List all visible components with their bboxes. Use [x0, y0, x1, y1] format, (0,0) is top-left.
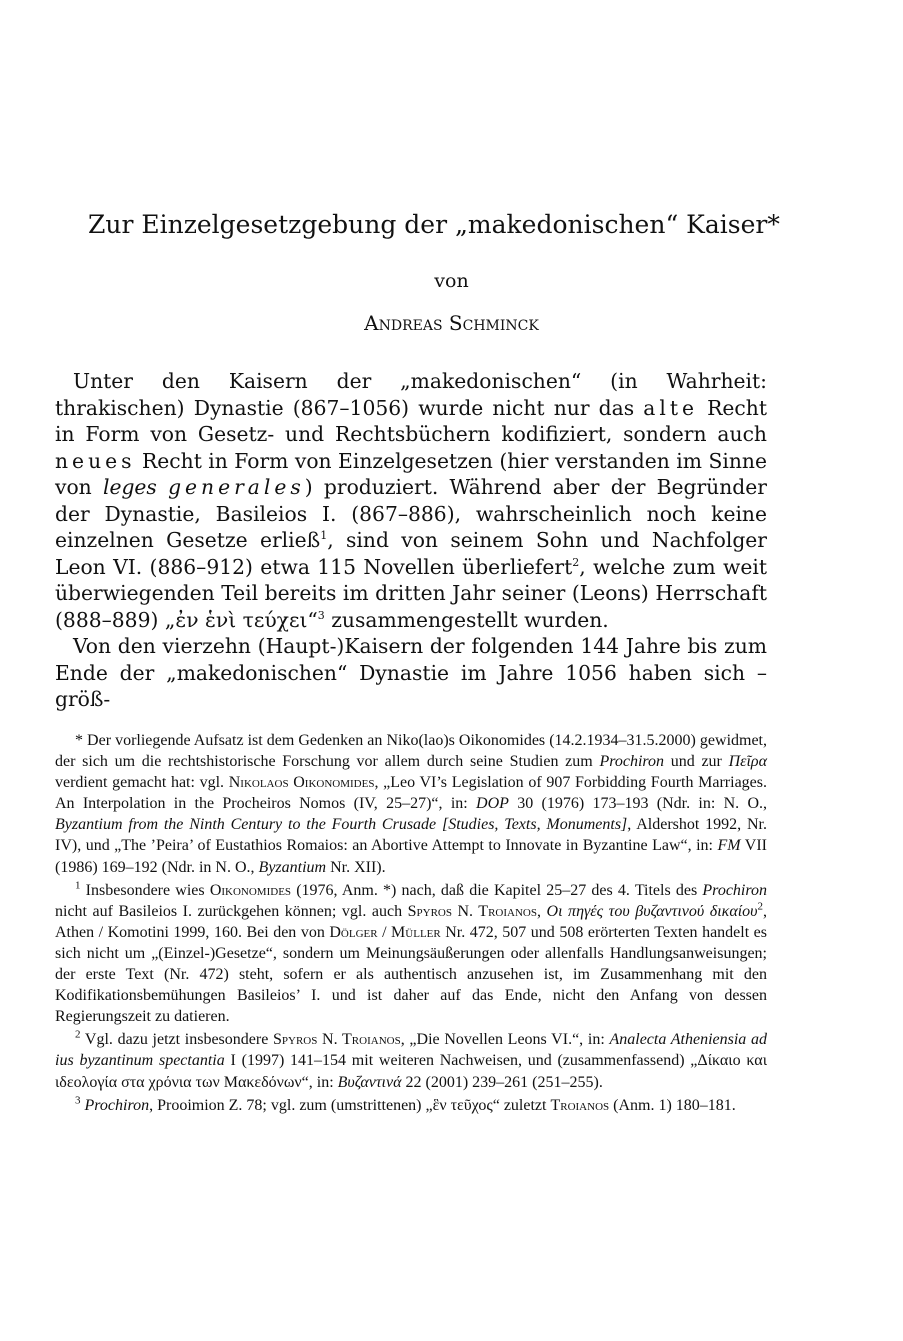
- footnote-number: 2: [75, 1028, 81, 1041]
- text-run: (1976, Anm. *) nach, daß die Kapitel 25–27 des 4. Titels des: [291, 881, 703, 899]
- text-run: Recht in Form von Einzelgesetzen (hier verstanden im Sinne von: [55, 448, 767, 499]
- italic-prochiron: Prochiron: [599, 753, 665, 771]
- text-run: , Athen / Komotini 1999, 160. Bei den von: [55, 902, 768, 941]
- footnotes: [55, 730, 767, 1118]
- text-run: zusammengestellt wurden.: [324, 607, 609, 632]
- text-run: , Aldershot 1992, Nr. IV), und „The ’Peira’ of Eustathios Romaios: an Abortive Attempt to Innovate in Byzantine Law“, in:: [55, 816, 767, 855]
- spaced-word-neues: neues: [55, 448, 136, 473]
- author-smallcaps: Spyros N. Troianos: [407, 902, 537, 920]
- italic-book-title: Byzantium from the Ninth Century to the Fourth Crusade [Studies, Texts, Monuments]: [55, 816, 628, 834]
- text-run: ) produziert. Während aber der Begründer der Dynastie, Basileios I. (867–886), wahrscheinlich noch keine einzelnen Gesetze erließ: [55, 475, 767, 552]
- author-smallcaps: Oikonomides: [209, 881, 292, 899]
- main-text: [55, 368, 767, 713]
- footnote-1: [55, 880, 767, 1028]
- text-run: , welche zum weit überwiegenden Teil bereits im dritten Jahr seiner (Leons) Herrschaft (888–889) „ἐν ἑνὶ τεύχει“: [55, 554, 767, 632]
- text-run: und zur: [664, 753, 729, 771]
- footnote-2: [55, 1029, 767, 1092]
- footnote-ref-3[interactable]: 3: [317, 608, 325, 622]
- text-run: 30 (1976) 173–193 (Ndr. in: N. O.,: [508, 795, 768, 813]
- author-smallcaps: Nikolaos Oikonomides: [228, 774, 375, 792]
- text-run: Unter den Kaisern der „makedonischen“ (in Wahrheit: thrakischen) Dynastie (867–1056) wurde nicht nur das: [55, 369, 767, 420]
- italic-greek-journal: Βυζαντινά: [337, 1073, 402, 1091]
- italic-greek-title: Οι πηγές του βυζαντινού δικαίου: [546, 902, 758, 920]
- italic-byzantium: Byzantium: [258, 858, 327, 876]
- italic-journal-fm: FM: [717, 837, 741, 855]
- italic-journal-dop: DOP: [476, 795, 509, 813]
- italic-leges: leges: [102, 475, 157, 499]
- text-run: , sind von seinem Sohn und Nachfolger Leon VI. (886–912) etwa 115 Novellen überliefert: [55, 528, 768, 579]
- author-smallcaps: Troianos: [550, 1096, 610, 1114]
- footnote-number: 1: [75, 879, 81, 892]
- footnote-number: 3: [75, 1094, 81, 1107]
- author-smallcaps: Spyros N. Troianos: [273, 1031, 401, 1049]
- text-run: , „Die Novellen Leons VI.“, in:: [400, 1031, 610, 1049]
- author-name: Andreas Schminck: [364, 311, 539, 335]
- italic-peira: Πεῖρα: [728, 753, 767, 771]
- italic-spaced-generales: generales: [168, 475, 305, 499]
- spaced-word-alte: alte: [643, 395, 699, 420]
- italic-prochiron: Prochiron: [702, 881, 767, 899]
- text-run: , „Leo VI’s Legislation of 907 Forbidding Fourth Marriages. An Interpolation in the Procheiros Nomos (IV, 25–27)“, in:: [55, 774, 767, 813]
- text-run: nicht auf Basileios I. zurückgehen können; vgl. auch: [55, 902, 408, 920]
- text-run: Insbesondere wies: [80, 881, 210, 899]
- text-run: 22 (2001) 239–261 (251–255).: [401, 1073, 603, 1091]
- footnote-ref-2[interactable]: 2: [572, 555, 580, 569]
- edition-superscript: 2: [757, 900, 764, 913]
- text-run: (Anm. 1) 180–181.: [609, 1096, 736, 1114]
- text-run: Nr. 472, 507 und 508 erörterten Texten handelt es sich nicht um „(Einzel-)Gesetze“, sondern um Meinungsäußerungen oder allenfalls Handlungsanweisungen; der erste Text (Nr. 472) steht, sofern er als authentisch anzusehen ist, im Zusammenhang mit den Kodifikationsbemühungen Basileios’ I. und ist daher auf das Ende, nicht den Anfang von dessen Regierungszeit zu datieren.: [55, 923, 768, 1026]
- text-run: verdient gemacht hat: vgl.: [55, 774, 229, 792]
- text-run: I (1997) 141–154 mit weiteren Nachweisen, und (zusammenfassend) „Δίκαιο και ιδεολογία στα χρόνια των Μακεδόνων“, in:: [55, 1052, 767, 1091]
- text-run: * Der vorliegende Aufsatz ist dem Gedenken an Niko(lao)s Oikonomides (14.2.1934–31.5.2000) gewidmet, der sich um die rechtshistorische Forschung vor allem durch seine Studien zum: [55, 732, 767, 771]
- italic-journal-title: Analecta Atheniensia ad ius byzantinum spectantia: [55, 1031, 767, 1070]
- paragraph-2: Von den vierzehn (Haupt-)Kaisern der folgenden 144 Jahre bis zum Ende der „makedonischen“ Dynastie im Jahre 1056 haben sich – größ-: [55, 634, 767, 711]
- text-run: Vgl. dazu jetzt insbesondere: [80, 1031, 273, 1049]
- byline-von: von: [434, 270, 469, 292]
- text-run: ,: [536, 902, 547, 920]
- italic-prochiron: Prochiron: [84, 1096, 150, 1114]
- footnote-3: [55, 1095, 767, 1116]
- author-smallcaps: Dölger / Müller: [329, 923, 441, 941]
- text-run: Recht in Form von Gesetz- und Rechtsbüchern kodifiziert, sondern auch: [55, 395, 767, 446]
- footnote-ref-1[interactable]: 1: [320, 529, 328, 543]
- text-run: , Prooimion Z. 78; vgl. zum (umstrittenen) „ἓν τεῦχος“ zuletzt: [149, 1096, 551, 1114]
- article-title: Zur Einzelgesetzgebung der „makedonischen“ Kaiser*: [88, 210, 780, 239]
- text-run: VII (1986) 169–192 (Ndr. in N. O.,: [55, 837, 768, 876]
- paragraph-1: [55, 368, 767, 633]
- text-run: Nr. XII).: [326, 858, 386, 876]
- footnote-star: [55, 730, 767, 878]
